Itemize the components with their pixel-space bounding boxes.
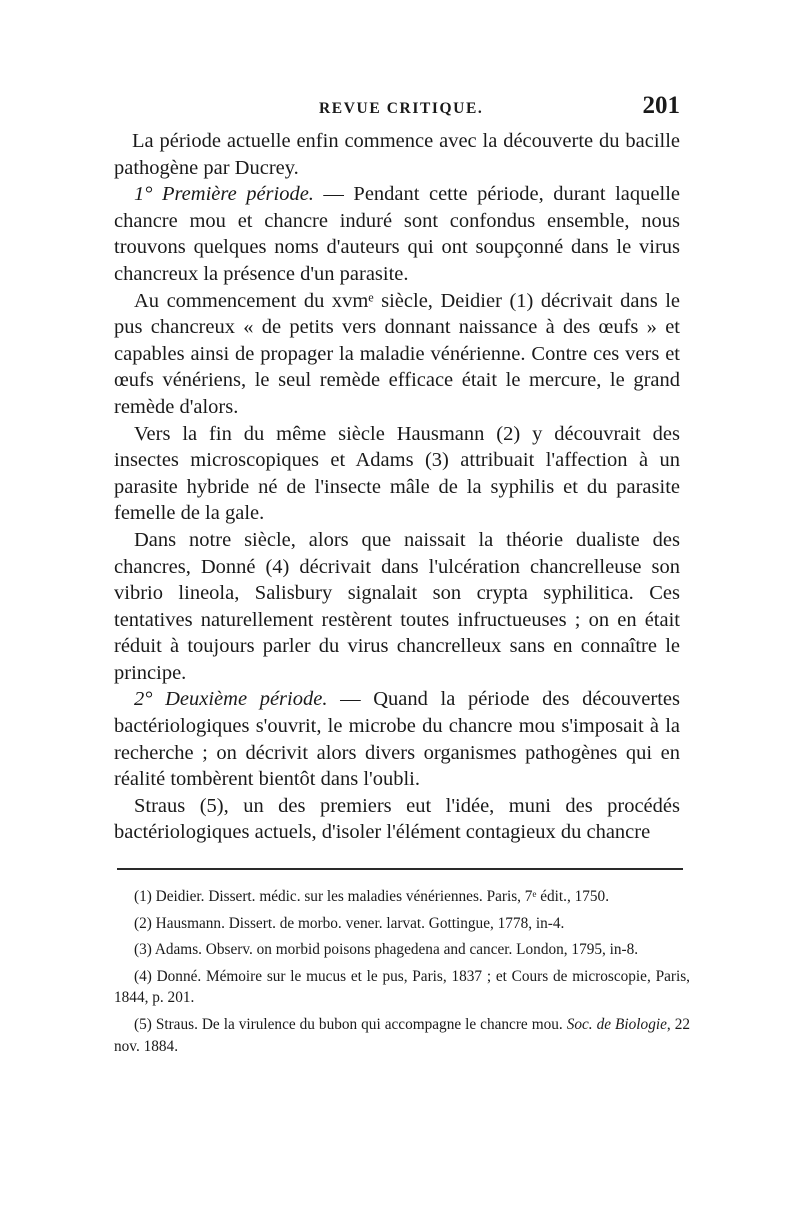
page-number: 201	[642, 92, 680, 119]
footnote: (2) Hausmann. Dissert. de morbo. vener. larvat. Gottingue, 1778, in-4.	[134, 914, 565, 932]
section-label: 2° Deuxième période.	[134, 688, 328, 711]
paragraph: La période actuelle enfin commence avec la découverte du bacille pathogène par Ducrey.	[114, 130, 680, 179]
running-title: REVUE CRITIQUE.	[319, 100, 484, 117]
paragraph: Dans notre siècle, alors que naissait la théorie dualiste des chancres, Donné (4) décrivait dans l'ulcération chancrelleuse son vibrio lineola, Salisbury signalait son crypta syphilitica. Ces tentatives naturellement restèrent toutes infructueuses ; on en était réduit à toujours parler du virus chancrelleux sans en connaître le principe.	[114, 528, 680, 684]
journal-title: Soc. de Biologie	[566, 1015, 667, 1033]
footnote: (5) Straus. De la virulence du bubon qui accompagne le chancre mou. Soc. de Biologie, 22 nov. 1884.	[114, 1015, 691, 1055]
paragraph: Au commencement du xvmᵉ siècle, Deidier (1) décrivait dans le pus chancreux « de petits vers donnant naissance à des œufs » et capables ainsi de propager la maladie vénérienne. Contre ces vers et œufs vénériens, le seul remède efficace était le mercure, le grand remède d'alors.	[114, 289, 680, 418]
paragraph: Vers la fin du même siècle Hausmann (2) y découvrait des insectes microscopiques et Adams (3) attribuait l'affection à un parasite hybride né de l'insecte mâle de la syphilis et du parasite femelle de la gale.	[114, 422, 680, 525]
body-text	[114, 128, 680, 846]
footnote: (4) Donné. Mémoire sur le mucus et le pus, Paris, 1837 ; et Cours de microscopie, Paris, 1844, p. 201.	[114, 967, 690, 1007]
running-head	[114, 92, 680, 128]
section-label: 1° Première période.	[134, 183, 314, 206]
footnote: (1) Deidier. Dissert. médic. sur les maladies vénériennes. Paris, 7ᵉ édit., 1750.	[134, 888, 610, 905]
footnote: (3) Adams. Observ. on morbid poisons phagedena and cancer. London, 1795, in-8.	[134, 941, 639, 959]
paragraph: 1° Première période. — Pendant cette période, durant laquelle chancre mou et chancre induré sont confondus ensemble, nous trouvons quelques noms d'auteurs qui ont soupçonné dans le virus chancreux la présence d'un parasite.	[114, 183, 680, 285]
paragraph: 2° Deuxième période. — Quand la période des découvertes bactériologiques s'ouvrit, le microbe du chancre mou s'imposait à la recherche ; on décrivit alors divers organismes pathogènes qui en réalité tombèrent bientôt dans l'oubli.	[114, 688, 680, 791]
footnote-divider	[117, 868, 683, 870]
paragraph: Straus (5), un des premiers eut l'idée, muni des procédés bactériologiques actuels, d'isoler l'élément contagieux du chancre	[114, 794, 680, 844]
footnotes	[114, 886, 690, 1062]
